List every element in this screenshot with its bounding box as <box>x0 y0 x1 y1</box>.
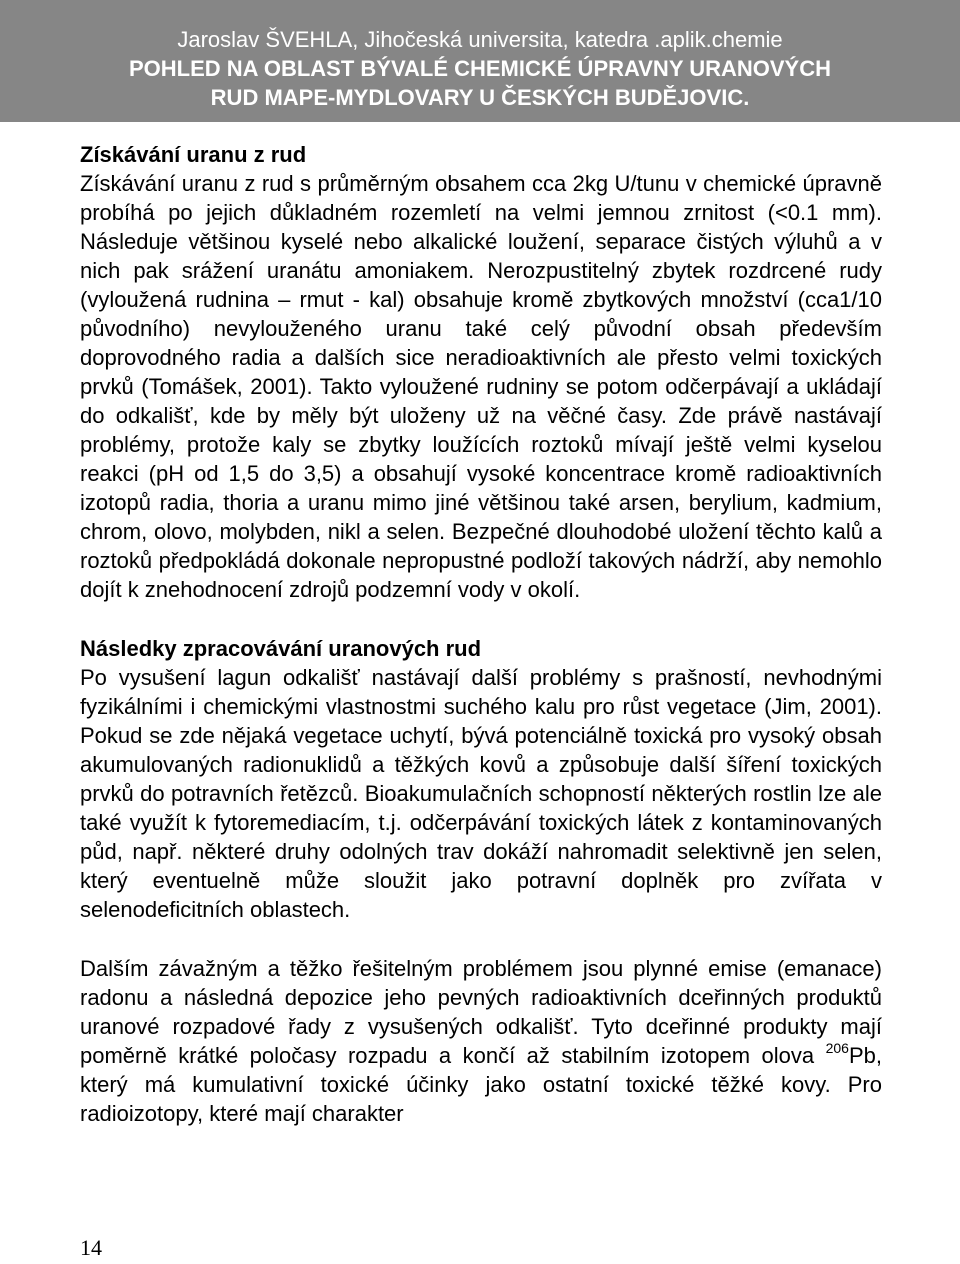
section-heading-uranium-extraction: Získávání uranu z rud <box>80 142 307 167</box>
document-body <box>80 140 882 1128</box>
radon-text-before: Dalším závažným a těžko řešitelným problémem jsou plynné emise (emanace) radonu a následná depozice jeho pevných radioaktivních dceřinných produktů uranové rozpadové řady z vysušených odkališť. Tyto dceřinné produkty mají poměrně krátké poločasy rozpadu a končí až stabilním izotopem olova <box>80 956 882 1068</box>
paragraph-radon-emissions <box>80 954 882 1128</box>
section-heading-consequences: Následky zpracovávání uranových rud <box>80 636 482 661</box>
radon-text-after: Pb, který má kumulativní toxické účinky jako ostatní toxické těžké kovy. Pro radioizotopy, které mají charakter <box>80 1043 882 1126</box>
header-title-line1: POHLED NA OBLAST BÝVALÉ CHEMICKÉ ÚPRAVNY URANOVÝCH <box>128 56 831 81</box>
page-number: 14 <box>80 1235 102 1260</box>
header-author: Jaroslav ŠVEHLA, Jihočeská universita, katedra .aplik.chemie <box>177 27 783 52</box>
isotope-superscript: 206 <box>825 1039 849 1056</box>
header-title-line2: RUD MAPE-MYDLOVARY U ČESKÝCH BUDĚJOVIC. <box>210 85 750 110</box>
section-spacer <box>80 604 882 634</box>
section-spacer <box>80 924 882 954</box>
paragraph-uranium-extraction: Získávání uranu z rud s průměrným obsahem cca 2kg U/tunu v chemické úpravně probíhá po jejich důkladném rozemletí na velmi jemnou zrnitost (<0.1 mm). Následuje většinou kyselé nebo alkalické loužení, separace čistých výluhů a v nich pak srážení uranátu amoniakem. Nerozpustitelný zbytek rozdrcené rudy (vyloužená rudnina – rmut - kal) obsahuje kromě zbytkových množství (cca1/10 původního) nevylouženého uranu také celý původní obsah především doprovodného radia a dalších sice neradioaktivních ale přesto velmi toxických prvků (Tomášek, 2001). Takto vyloužené rudniny se potom odčerpávají a ukládají do odkališť, kde by měly být uloženy už na věčné časy. Zde právě nastávají problémy, protože kaly se zbytky loužících roztoků mívají ještě velmi kyselou reakci (pH od 1,5 do 3,5) a obsahují vysoké koncentrace kromě radioaktivních izotopů radia, thoria a uranu mimo jiné většinou také arsen, berylium, kadmium, chrom, olovo, molybden, nikl a selen. Bezpečné dlouhodobé uložení těchto kalů a roztoků předpokládá dokonale nepropustné podloží takových nádrží, aby nemohlo dojít k znehodnocení zdrojů podzemní vody v okolí. <box>80 171 882 602</box>
page-header <box>0 0 960 122</box>
paragraph-consequences: Po vysušení lagun odkališť nastávají další problémy s prašností, nevhodnými fyzikálními i chemickými vlastnostmi suchého kalu pro růst vegetace (Jim, 2001). Pokud se zde nějaká vegetace uchytí, bývá potenciálně toxická pro vysoký obsah akumulovaných radionuklidů a těžkých kovů a způsobuje další šíření toxických prvků do potravních řetězců. Bioakumulačních schopností některých rostlin lze ale také využít k fytoremediacím, t.j. odčerpávání toxických látek z kontaminovaných půd, např. některé druhy odolných trav dokáží nahromadit selektivně jen selen, který eventuelně může sloužit jako potravní doplněk pro zvířata v selenodeficitních oblastech. <box>80 665 882 922</box>
